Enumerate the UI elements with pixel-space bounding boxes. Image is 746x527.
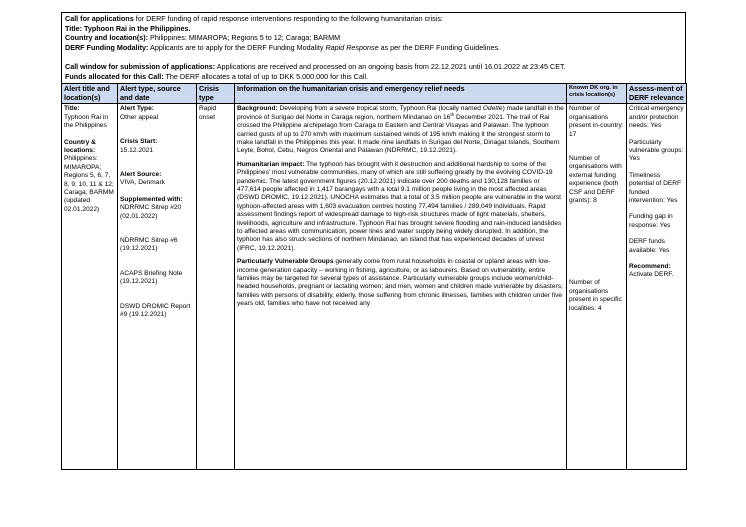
impact-label: Humanitarian impact: [237,160,305,168]
header-known-orgs: Known DK org. in crisis location(s) [567,84,627,104]
background-text-b: ) made landfall in the province of Surigao del Norte in Caraga region, northern Mindanao on 16 [237,105,564,121]
crisis-table [61,83,687,470]
derf-call-document [61,12,686,470]
modality-label: DERF Funding Modality: [65,42,149,52]
background-text-a: Developing from a severe tropical storm, Typhoon Rai (locally named [277,105,483,113]
spacer [120,221,194,237]
org-count-item: Number of organisations with external funding experience (both CSF and DERF grants): 8 [569,154,622,204]
spacer [120,287,194,303]
spacer [629,230,684,238]
source-item: NDRRMC Sitrep #20 (02.01.2022) [120,204,182,220]
vulnerable-paragraph [237,258,564,308]
country-line [65,33,682,43]
spacer [120,254,194,270]
call-label: Call for applications [65,14,134,23]
cell-assessment [627,104,687,470]
modality-italic: Rapid Response [325,42,379,52]
country-value: Philippines: MIMAROPA; Regions 5 to 12; Caraga; BARMM [148,33,341,43]
modality-line [65,43,682,53]
crisis-start-value: 15.12.2021 [120,146,154,154]
assessment-item: Particularly vulnerable groups: Yes [629,138,684,163]
call-line [65,14,682,24]
crisis-start-label: Crisis Start: [120,138,158,146]
spacer [569,205,624,279]
source-item: DSWD DROMIC Report #9 (19.12.2021) [120,302,191,319]
funds-line [65,72,682,82]
alert-type-value: Other appeal [120,113,159,121]
title-label: Title: Typhoon Rai in the Philippines. [65,23,191,33]
title-label: Title: [64,105,80,113]
country-label: Country & locations: [64,138,96,154]
call-intro-box [61,12,686,83]
window-value: Applications are received and processed on an ongoing basis from 22.12.2021 until 16.01.2022 at 23:45 CET. [215,61,566,71]
header-alert: Alert title and location(s) [62,84,118,104]
impact-paragraph [237,161,564,253]
title-line [65,24,682,34]
vulnerable-text: generally come from rural households in coastal or upland areas with low-income generation capacity – working in fishing, agriculture, or as labourers. Based on vulnerability, entire families may be targeted for several types of assistance. Particularly vulnerable groups include women/child-headed households, pregnant or lactating women; and men, women and children made vulnerable by disasters; families with persons of disability, elderly, those suffering from chronic illnesses, families with children under five years old, families who have not received any [237,258,563,308]
cell-known-orgs [567,104,627,470]
header-info: Information on the humanitarian crisis and emergency relief needs [235,84,567,104]
call-text: for DERF funding of rapid response interventions responding to the following humanitarian crisis: [133,14,443,23]
org-count-item: Number of organisations present in specific localities: 4 [569,279,622,312]
spacer [120,122,194,138]
background-paragraph [237,105,564,155]
recommend-label: Recommend: [629,263,671,271]
source-item: NDRRMC Sitrep #6 (19.12.2021) [120,237,178,253]
alert-type-label: Alert Type: [120,105,154,113]
table-row [62,104,687,470]
spacer [629,131,684,139]
background-italic: Odette [482,105,503,113]
recommend-value: Activate DERF. [629,271,674,279]
org-count-item: Number of organisations present in-country: 17 [569,105,624,138]
source-item: ACAPS Briefing Note (19.12.2021) [120,269,183,286]
background-sup: th [450,111,455,117]
spacer [120,155,194,171]
table-header-row [62,84,687,104]
assessment-item: Timeliness potential of DERF funded intervention: Yes [629,171,682,204]
funds-value: The DERF allocates a total of up to DKK 5.000.000 for this Call. [163,71,369,81]
alert-source-label: Alert Source: [120,170,162,178]
background-text-c: December 2021. The trail of Rai crossed the Philippine archipelago from Caraga to Eastern and Central Visayas and Palawan. The typhoon carried gusts of up to 270 km/h with maximum sustained winds of 195 km/h making it the strongest storm to make landfall in the Philippines this year. It made nine landfalls in Surigao del Norte, Dinagat Islands, Southern Leyte, Bohol, Cebu, Negros Oriental and Palawan (NDRRMC, 19.12.2021). [237,113,560,155]
cell-type-source [118,104,197,470]
impact-text: The typhoon has brought with it destruction and additional hardship to some of the Philippines' most vulnerable communities, many of which are still suffering greatly by the evolving COVID-19 pandemic. The latest government figures (20.12.2021) indicate over 200 deaths and 130,128 families or 477,614 people affected in 1,417 barangays with a total 9.1 million people living in the most affected areas (DSWD DROMIC, 19.12.2021). UNOCHA estimates that a total of 3.5 million people are vulnerable in the worst typhoon-affected areas with 1,603 evacuation centres hosting 77,494 families / 289,049 individuals. Rapid assessment findings report of widespread damage to high-risk structures made of light materials, shelters, livelihoods, agriculture and infrastructure. Typhoon Rai has brought severe flooding and rain-induced landslides to affected areas with communication, power lines and water supply being widely disrupted. In addition, the typhoon has also struck sections of northern Mindanao, an island that has experienced decades of unrest (IFRC, 19.12.2021). [237,160,562,252]
window-label: Call window for submission of applications: [65,61,216,71]
header-crisis-type: Crisis type [197,84,235,104]
header-assessment: Assess-ment of DERF relevance [627,84,687,104]
cell-alert [62,104,118,470]
spacer [120,188,194,196]
window-line [65,62,682,72]
modality-text-a: Applicants are to apply for the DERF Funding Modality [148,42,326,52]
spacer [629,255,684,263]
assessment-item: Critical emergency and/or protection needs: Yes [629,105,684,130]
supplemented-label: Supplemented with: [120,195,183,203]
cell-info [235,104,567,470]
funds-label: Funds allocated for this Call: [65,71,164,81]
title-value: Typhoon Rai in the Philippines [64,113,108,130]
spacer [65,52,682,62]
modality-text-b: as per the DERF Funding Guidelines. [378,42,501,52]
country-label: Country and location(s): [65,33,149,43]
country-value: Philippines: MIMAROPA; Regions 5, 6, 7, 8, 9, 10, 11 & 12; Caraga; BARMM (updated 02.01.2022) [64,155,114,213]
vulnerable-label: Particularly Vulnerable Groups [237,258,334,266]
cell-crisis-type: Rapid onset [197,104,235,470]
assessment-item: DERF funds available: Yes [629,238,670,254]
spacer [629,164,684,172]
background-label: Background: [237,105,278,113]
header-type-source: Alert type, source and date [118,84,197,104]
alert-source-value: VIVA, Denmark [120,179,165,187]
spacer [629,205,684,213]
spacer [569,139,624,155]
spacer [64,131,115,139]
assessment-item: Funding gap in response: Yes [629,213,673,229]
